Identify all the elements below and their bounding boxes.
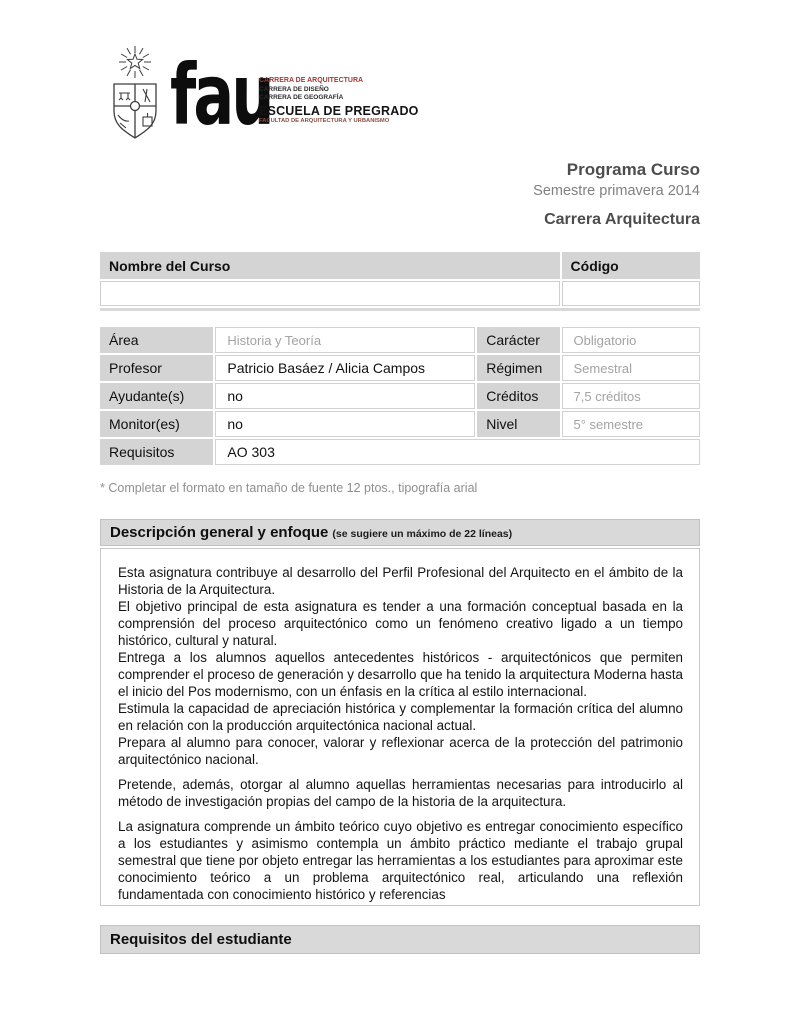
caracter-value: Obligatorio xyxy=(562,327,700,353)
regimen-label: Régimen xyxy=(477,355,559,381)
logo-line-arquitectura: CARRERA DE ARQUITECTURA xyxy=(259,77,364,84)
requirements-section-title: Requisitos del estudiante xyxy=(110,931,292,948)
format-footnote: * Completar el formato en tamaño de fuente 12 ptos., tipografía arial xyxy=(100,481,478,495)
table-row xyxy=(100,281,700,306)
course-info-table xyxy=(98,325,702,467)
course-name-table xyxy=(98,250,702,308)
description-body xyxy=(100,548,700,906)
course-code-field[interactable] xyxy=(562,281,700,306)
description-paragraph: La asignatura comprende un ámbito teórico cuyo objetivo es entregar conocimiento específico a los estudiantes y asimismo contempla un ámbito práctico mediante el trabajo grupal semestral que tiene por objeto entregar las herramientas a los estudiantes para aproximar este conocimiento teórico a un problema arquitectónico real, articulando una reflexión fundamentada con conocimiento histórico y referencias xyxy=(118,819,683,902)
area-value: Historia y Teoría xyxy=(215,327,475,353)
description-section-header xyxy=(100,519,700,546)
description-paragraph: Estimula la capacidad de apreciación histórica y complementar la formación crítica del alumno en relación con la producción arquitectónica nacional actual. xyxy=(118,701,683,733)
table-row xyxy=(100,355,700,381)
course-name-header: Nombre del Curso xyxy=(100,252,560,279)
ayudante-value: no xyxy=(215,383,475,409)
document-semester: Semestre primavera 2014 xyxy=(533,183,700,199)
document-career: Carrera Arquitectura xyxy=(544,211,700,228)
description-paragraph: El objetivo principal de esta asignatura es tender a una formación conceptual basada en la comprensión del proceso arquitectónico como un fenómeno creativo ligado a un tiempo histórico, cultural y natural. xyxy=(118,599,683,648)
document-header xyxy=(533,160,700,229)
nivel-value: 5° semestre xyxy=(562,411,700,437)
logo-line-diseno: CARRERA DE DISEÑO xyxy=(259,85,329,93)
description-paragraph: Esta asignatura contribuye al desarrollo del Perfil Profesional del Arquitecto en el ámbito de la Historia de la Arquitectura. xyxy=(118,565,683,597)
logo-line-escuela: ESCUELA DE PREGRADO xyxy=(259,103,419,118)
logo-line-facultad: FACULTAD DE ARQUITECTURA Y URBANISMO xyxy=(259,118,390,124)
description-paragraph: Pretende, además, otorgar al alumno aquellas herramientas necesarias para introducirlo al método de investigación propias del campo de la historia de la arquitectura. xyxy=(118,777,683,809)
monitor-label: Monitor(es) xyxy=(100,411,213,437)
caracter-label: Carácter xyxy=(477,327,559,353)
description-paragraph: Entrega a los alumnos aquellos antecedentes históricos - arquitectónicos que permiten comprender el proceso de generación y desarrollo que ha tenido la arquitectura Moderna hasta el inicio del Pos modernismo, con un énfasis en la crítica al estilo internacional. xyxy=(118,650,683,699)
profesor-value: Patricio Basáez / Alicia Campos xyxy=(215,355,475,381)
table-row xyxy=(100,383,700,409)
logo-text-block xyxy=(259,77,429,126)
table-header-row xyxy=(100,252,700,279)
table-underline xyxy=(100,308,700,311)
nivel-label: Nivel xyxy=(477,411,559,437)
requisitos-label: Requisitos xyxy=(100,439,213,465)
fau-wordmark: fau xyxy=(170,46,272,144)
description-paragraph: Prepara al alumno para conocer, valorar y reflexionar acerca de la protección del patrimonio arquitectónico nacional. xyxy=(118,735,683,767)
requirements-section-header xyxy=(100,925,700,954)
document-title: Programa Curso xyxy=(566,160,700,179)
ayudante-label: Ayudante(s) xyxy=(100,383,213,409)
profesor-label: Profesor xyxy=(100,355,213,381)
requisitos-value: AO 303 xyxy=(215,439,700,465)
logo-line-geografia: CARRERA DE GEOGRAFÍA xyxy=(259,94,344,101)
creditos-label: Créditos xyxy=(477,383,559,409)
table-row xyxy=(100,439,700,465)
course-name-field[interactable] xyxy=(100,281,560,306)
creditos-value: 7,5 créditos xyxy=(562,383,700,409)
table-row xyxy=(100,327,700,353)
monitor-value: no xyxy=(215,411,475,437)
regimen-value: Semestral xyxy=(562,355,700,381)
area-label: Área xyxy=(100,327,213,353)
university-crest-icon xyxy=(106,44,164,149)
description-section-hint: (se sugiere un máximo de 22 líneas) xyxy=(332,527,513,540)
course-code-header: Código xyxy=(562,252,700,279)
description-section-title: Descripción general y enfoque xyxy=(110,524,329,541)
table-row xyxy=(100,411,700,437)
